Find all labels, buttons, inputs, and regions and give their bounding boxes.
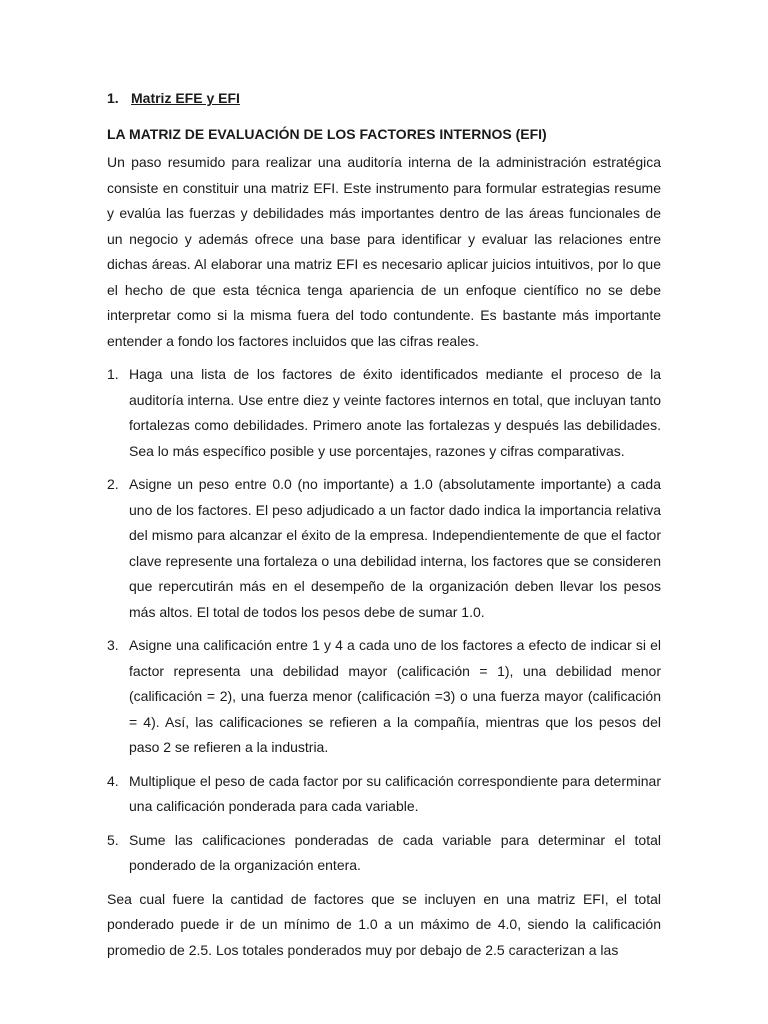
step-text: Haga una lista de los factores de éxito identificados mediante el proceso de la auditoría interna. Use entre diez y veinte factores internos en total, que incluyan tanto fortalezas como debilidades. Primero anote las fortalezas y después las debilidades. Sea lo más específico posible y use porcentajes, razones y cifras comparativas. bbox=[129, 366, 661, 459]
steps-list bbox=[107, 362, 661, 879]
section-heading-number: 1. bbox=[107, 90, 119, 106]
list-item bbox=[107, 633, 661, 761]
step-number: 2. bbox=[107, 476, 119, 492]
document-page bbox=[107, 86, 661, 963]
step-number: 4. bbox=[107, 772, 119, 789]
step-number: 1. bbox=[107, 366, 119, 382]
step-number: 3. bbox=[107, 637, 119, 653]
closing-paragraph: Sea cual fuere la cantidad de factores que se incluyen en una matriz EFI, el total ponderado puede ir de un mínimo de 1.0 a un máximo de 4.0, siendo la calificación promedio de 2.5. Los totales ponderados muy por debajo de 2.5 caracterizan a las bbox=[107, 890, 661, 958]
step-text: Multiplique el peso de cada factor por su calificación correspondiente para determinar una calificación ponderada para cada variable. bbox=[129, 772, 661, 814]
list-item bbox=[107, 472, 661, 625]
list-item bbox=[107, 769, 661, 820]
section-heading bbox=[107, 86, 661, 111]
step-text: Asigne un peso entre 0.0 (no importante) a 1.0 (absolutamente importante) a cada uno de los factores. El peso adjudicado a un factor dado indica la importancia relativa del mismo para alcanzar el éxito de la empresa. Independientemente de que el factor clave represente una fortaleza o una debilidad interna, los factores que se consideren que repercutirán más en el desempeño de la organización deben llevar los pesos más altos. El total de todos los pesos debe de sumar 1.0. bbox=[129, 476, 661, 620]
intro-paragraph: Un paso resumido para realizar una auditoría interna de la administración estratégica consiste en constituir una matriz EFI. Este instrumento para formular estrategias resume y evalúa las fuerzas y debilidades más importantes dentro de las áreas funcionales de un negocio y además ofrece una base para identificar y evaluar las relaciones entre dichas áreas. Al elaborar una matriz EFI es necesario aplicar juicios intuitivos, por lo que el hecho de que esta técnica tenga apariencia de un enfoque científico no se debe interpretar como si la misma fuera del todo contundente. Es bastante más importante entender a fondo los factores incluidos que las cifras reales. bbox=[107, 154, 661, 349]
step-text: Sume las calificaciones ponderadas de cada variable para determinar el total ponderado de la organización entera. bbox=[129, 831, 661, 873]
step-number: 5. bbox=[107, 831, 119, 848]
list-item bbox=[107, 828, 661, 879]
section-heading-title: Matriz EFE y EFI bbox=[131, 90, 240, 106]
efi-subheading: LA MATRIZ DE EVALUACIÓN DE LOS FACTORES INTERNOS (EFI) bbox=[107, 126, 547, 142]
list-item bbox=[107, 362, 661, 464]
step-text: Asigne una calificación entre 1 y 4 a cada uno de los factores a efecto de indicar si el factor representa una debilidad mayor (calificación = 1), una debilidad menor (calificación = 2), una fuerza menor (calificación =3) o una fuerza mayor (calificación = 4). Así, las calificaciones se refieren a la compañía, mientras que los pesos del paso 2 se refieren a la industria. bbox=[129, 637, 661, 755]
